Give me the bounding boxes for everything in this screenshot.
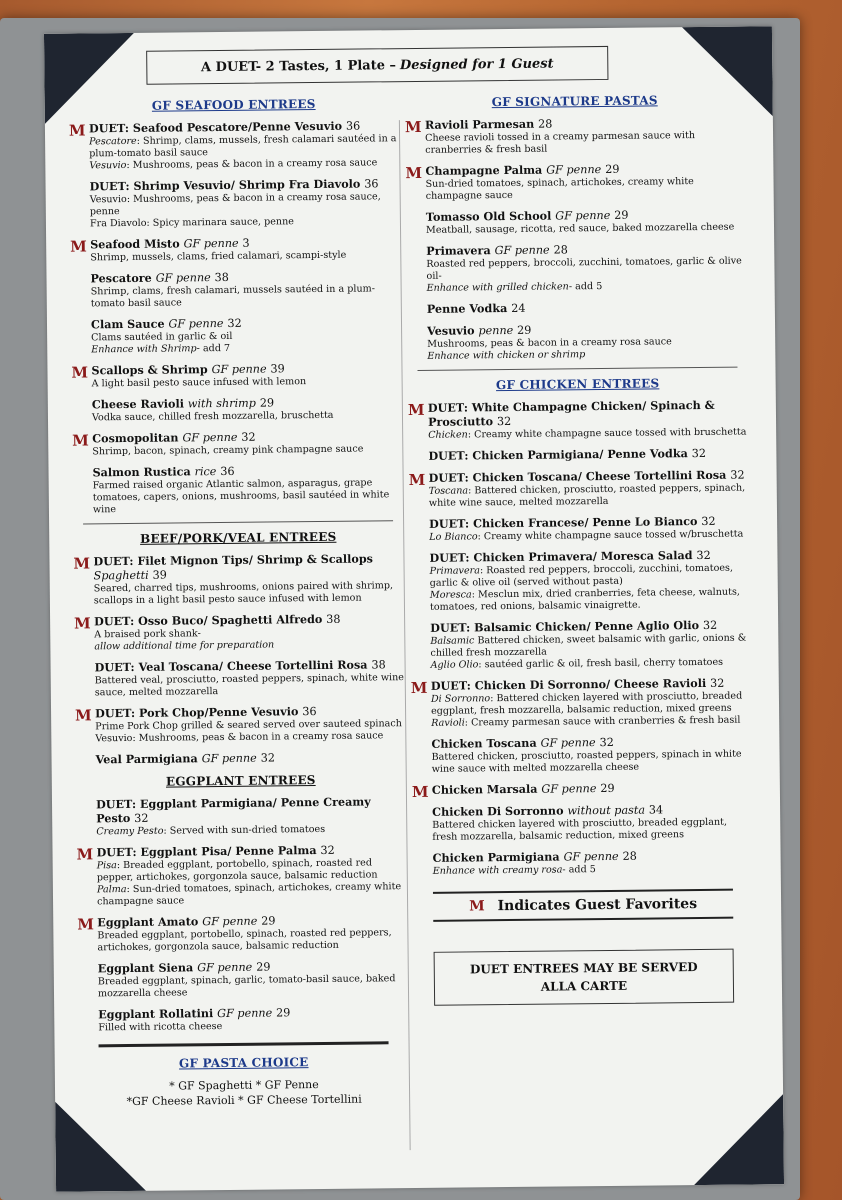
item-description: [430, 562, 750, 589]
item-description: [430, 632, 750, 659]
menu-item: [72, 428, 402, 458]
menu-item: [71, 314, 401, 356]
item-name: DUET: Balsamic Chicken/ Penne Aglio Olio: [430, 618, 700, 635]
item-price: 36: [345, 119, 361, 133]
item-name: Cheese Ravioli: [91, 396, 185, 412]
item-description: [428, 426, 748, 441]
menu-item: [411, 675, 752, 730]
section-rule: [83, 520, 393, 524]
item-description-text: A light basil pesto sauce infused with lemon: [91, 376, 307, 390]
item-description-label: Toscana: [428, 485, 469, 497]
item-note: GF penne: [555, 208, 611, 223]
item-description: [429, 528, 749, 543]
item-description-text: Roasted red peppers, broccoli, zucchini, tomatoes, garlic & olive oil-: [426, 255, 742, 282]
menu-item: [409, 467, 749, 510]
item-description-text: : sautéed garlic & oil, fresh basil, cherry tomatoes: [478, 656, 724, 671]
section-rule-thick: [99, 1041, 389, 1047]
item-note: GF penne: [541, 782, 597, 796]
item-description-label: Moresca: [429, 589, 472, 601]
menu-item: [412, 801, 752, 844]
menu-header-title: A DUET- 2 Tastes, 1 Plate –: [200, 57, 397, 75]
item-description-label: Di Sorronno: [430, 693, 491, 705]
item-name: Clam Sauce: [90, 316, 165, 332]
menu-item: [73, 551, 404, 607]
duet-note-line: ALLA CARTE: [540, 978, 628, 994]
item-description: [98, 973, 408, 1000]
item-price: 29: [517, 323, 532, 337]
menu-item: [74, 611, 404, 653]
item-description: [432, 816, 752, 843]
item-name: DUET: Chicken Primavera/ Moresca Salad: [429, 548, 693, 565]
item-description-text: Shrimp, bacon, spinach, creamy pink champagne sauce: [92, 443, 364, 458]
item-description-text: - add 5: [562, 864, 596, 876]
item-name: Eggplant Rollatini: [98, 1006, 214, 1022]
item-description: [431, 748, 751, 775]
item-description-label: Enhance with Shrimp: [91, 343, 197, 356]
item-description: [90, 215, 400, 230]
beef-list: [73, 551, 405, 767]
item-description-label: allow additional time for preparation: [94, 639, 275, 653]
item-description: [93, 477, 403, 516]
favorite-marker-icon: M: [70, 237, 85, 256]
menu-item: [75, 657, 405, 699]
item-name-line: [432, 779, 752, 797]
item-description-text: Battered veal, prosciutto, roasted peppers, spinach, white wine sauce, melted mozzarella: [94, 672, 404, 699]
item-price: 3: [242, 236, 250, 250]
favorite-marker-icon: M: [72, 431, 87, 450]
favorite-marker-icon: M: [76, 845, 92, 864]
item-note: GF penne: [494, 243, 550, 258]
favorite-marker-icon: M: [73, 554, 89, 573]
item-description: [430, 586, 750, 613]
item-description: [427, 347, 747, 362]
favorite-marker-icon: M: [411, 782, 427, 802]
item-name: DUET: Chicken Toscana/ Cheese Tortellini Rosa: [428, 467, 727, 485]
item-description: [89, 157, 399, 172]
chicken-list: [408, 397, 753, 878]
menu-item: [69, 118, 400, 172]
item-description-label: Balsamic: [430, 635, 475, 647]
menu-item: [411, 779, 752, 802]
menu-item: [75, 749, 405, 767]
item-price: 38: [371, 658, 386, 672]
favorite-marker-icon: M: [407, 400, 423, 420]
item-price: 24: [511, 301, 526, 315]
item-description-text: Mushrooms, peas & bacon in a creamy rosa sauce: [427, 336, 672, 350]
item-description-label: Lo Bianco: [429, 531, 478, 543]
favorite-marker-icon: M: [404, 117, 420, 137]
section-title-pasta-choice: GF PASTA CHOICE: [178, 1055, 309, 1071]
menu-item: [407, 298, 747, 317]
item-price: 39: [270, 362, 285, 376]
item-description: [96, 823, 406, 838]
item-name: DUET: Osso Buco/ Spaghetti Alfredo: [94, 611, 323, 629]
item-note: GF penne: [182, 430, 238, 445]
item-price: 32: [730, 468, 745, 482]
item-name: Chicken Parmigiana: [432, 849, 560, 865]
item-name: Seafood Misto: [90, 236, 180, 252]
item-name-line: [96, 794, 406, 826]
left-column: [69, 88, 410, 1109]
item-price: 28: [553, 243, 568, 257]
item-price: 28: [538, 117, 553, 131]
item-description: [431, 690, 751, 717]
item-note: GF penne: [197, 960, 253, 975]
item-description-text: : Creamy white champagne sauce tossed with bruschetta: [467, 426, 747, 441]
item-price: 28: [622, 849, 637, 863]
duet-note-box: [434, 949, 735, 1006]
item-description: [98, 1019, 408, 1034]
item-description-text: Shrimp, mussels, clams, fried calamari, scampi-style: [90, 249, 347, 264]
favorite-marker-icon: M: [408, 470, 424, 490]
item-description-label: Chicken: [428, 429, 468, 441]
menu-header: [146, 46, 608, 85]
menu-item: [406, 241, 747, 296]
item-name: DUET: Pork Chop/Penne Vesuvio: [95, 704, 299, 721]
menu-item: [72, 394, 402, 424]
menu-page: [44, 26, 784, 1192]
item-note: GF penne: [201, 751, 257, 766]
item-description-text: : Creamy white champagne sauce tossed w/bruschetta: [477, 528, 744, 543]
item-name: Penne Vodka: [426, 301, 508, 316]
item-price: 29: [600, 781, 615, 796]
item-name: DUET: Filet Mignon Tips/ Shrimp & Scallops: [93, 551, 373, 569]
section-title-beef: BEEF/PORK/VEAL ENTREES: [139, 529, 337, 546]
item-name-line: [93, 551, 403, 583]
item-description: [92, 409, 402, 424]
favorite-marker-icon: M: [68, 121, 84, 140]
item-description: [95, 672, 405, 699]
item-description-text: Sun-dried tomatoes, spinach, artichokes, creamy white champagne sauce: [425, 176, 694, 202]
item-name: Chicken Di Sorronno: [432, 803, 564, 819]
item-description-text: : Battered chicken layered with prosciutto, breaded eggplant, fresh mozzarella, balsamic reduction, mixed greens: [431, 690, 743, 717]
item-description: [97, 927, 407, 954]
item-price: 32: [241, 430, 256, 444]
item-description: [94, 580, 404, 607]
menu-item: [75, 703, 405, 745]
pasta-choice-list: [79, 1076, 409, 1109]
item-description-text: : Breaded eggplant, portobello, spinach, roasted red pepper, artichokes, gorgonzola sauce, balsamic reduction: [96, 857, 378, 884]
item-name: DUET: Eggplant Parmigiana/ Penne Creamy Pesto: [95, 794, 371, 826]
item-description-text: Cheese ravioli tossed in a creamy parmesan sauce with cranberries & fresh basil: [425, 130, 696, 156]
item-description-text: Meatball, sausage, ricotta, red sauce, baked mozzarella cheese: [425, 221, 735, 236]
item-price: 29: [259, 396, 275, 410]
pasta-choice-line: * GF Spaghetti * GF Penne: [169, 1078, 319, 1093]
item-note: without pasta: [567, 803, 646, 818]
item-price: 38: [326, 612, 341, 626]
item-price: 29: [614, 208, 629, 222]
section-rule: [417, 367, 737, 371]
menu-item: [72, 462, 403, 516]
item-description-text: : Mesclun mix, dried cranberries, feta cheese, walnuts, tomatoes, red onions, balsamic vinaigrette.: [429, 586, 740, 613]
item-price: 29: [261, 914, 276, 928]
item-name: Salmon Rustica: [92, 464, 191, 480]
item-note: GF penne: [563, 849, 619, 864]
menu-item: [76, 842, 407, 908]
item-description-text: Seared, charred tips, mushrooms, onions paired with shrimp, scallops in a light basil pesto sauce infused with lemon: [93, 580, 394, 607]
menu-item: [70, 268, 400, 310]
item-description-text: : Served with sun-dried tomatoes: [163, 823, 326, 837]
item-name: Vesuvio: [427, 323, 475, 338]
item-description: [429, 482, 749, 509]
item-description-text: : Mushrooms, peas & bacon in a creamy rosa sauce: [126, 157, 378, 171]
menu-cover: [0, 18, 800, 1200]
item-description: [97, 881, 407, 908]
item-note: GF penne: [155, 271, 211, 285]
item-note: with shrimp: [187, 396, 256, 411]
item-description-label: Pescatore: [89, 135, 137, 148]
menu-item: [78, 958, 408, 1000]
item-description-text: Battered chicken, sweet balsamic with garlic, onions & chilled fresh mozzarella: [430, 632, 747, 659]
menu-item: [78, 1004, 408, 1034]
item-description: [92, 375, 402, 390]
item-name: Champagne Palma: [425, 162, 543, 178]
item-description: [95, 730, 405, 745]
favorites-legend: [433, 889, 733, 922]
item-description-text: Vodka sauce, chilled fresh mozzarella, bruschetta: [91, 409, 334, 424]
menu-item: [77, 912, 407, 954]
item-description-label: Aglio Olio: [430, 659, 479, 671]
item-note: Spaghetti: [93, 568, 149, 583]
item-note: GF penne: [540, 736, 596, 750]
item-name: DUET: Chicken Francese/ Penne Lo Bianco: [429, 514, 698, 531]
item-note: GF penne: [211, 362, 267, 377]
item-note: GF penne: [546, 163, 602, 177]
item-price: 29: [605, 162, 620, 176]
item-description-text: Fra Diavolo: Spicy marinara sauce, penne: [89, 216, 294, 230]
item-price: 39: [152, 568, 167, 582]
item-description: [90, 249, 400, 264]
section-title-eggplant: EGGPLANT ENTREES: [165, 773, 316, 789]
item-description-text: Prime Pork Chop grilled & seared served over sauteed spinach: [95, 718, 402, 733]
item-description-text: - add 7: [196, 342, 231, 355]
item-description-label: Ravioli: [431, 717, 465, 729]
item-price: 32: [599, 735, 614, 750]
item-name: Primavera: [426, 243, 491, 258]
item-description: [92, 443, 402, 458]
item-name: Scallops & Shrimp: [91, 362, 208, 378]
item-description-text: Filled with ricotta cheese: [98, 1021, 223, 1034]
item-price: 36: [302, 705, 317, 719]
item-price: 32: [691, 446, 707, 461]
item-note: GF penne: [202, 914, 258, 929]
section-title-chicken: GF CHICKEN ENTREES: [495, 376, 660, 393]
section-title-pastas: GF SIGNATURE PASTAS: [491, 93, 658, 110]
item-price: 32: [710, 676, 725, 690]
duet-note-line: DUET ENTREES MAY BE SERVED: [469, 960, 698, 977]
item-price: 36: [364, 177, 379, 191]
item-price: 32: [701, 514, 716, 528]
item-description: [426, 256, 746, 283]
item-name: DUET: Chicken Parmigiana/ Penne Vodka: [428, 446, 688, 463]
item-price: 34: [648, 803, 664, 817]
menu-item: [409, 513, 749, 544]
item-description: [89, 133, 399, 160]
favorite-marker-icon: M: [405, 163, 421, 183]
menu-item: [410, 617, 751, 672]
item-description-text: : Sun-dried tomatoes, spinach, artichokes, creamy white champagne sauce: [96, 881, 402, 908]
item-name-line: [428, 397, 748, 429]
item-price: 32: [260, 751, 275, 765]
item-description-label: Enhance with chicken or shrimp: [427, 349, 586, 362]
item-name: Chicken Marsala: [431, 781, 538, 797]
menu-item: [411, 733, 751, 776]
item-description-label: Palma: [96, 884, 127, 896]
item-note: GF penne: [217, 1006, 273, 1021]
item-description-text: Vesuvio: Mushrooms, peas & bacon in a creamy rosa sauce, penne: [89, 191, 381, 218]
item-description-text: Shrimp, clams, fresh calamari, mussels sautéed in a plum-tomato basil sauce: [90, 283, 376, 310]
item-price: 32: [696, 548, 711, 563]
menu-item: [413, 847, 753, 878]
menu-item: [408, 397, 748, 442]
item-name-line: [428, 445, 748, 463]
menu-item: [409, 547, 750, 614]
item-description-label: Enhance with creamy rosa: [432, 864, 563, 877]
item-price: 32: [702, 618, 718, 632]
item-name-line: [427, 298, 747, 316]
item-price: 36: [220, 464, 235, 479]
favorite-marker-icon: M: [71, 363, 87, 382]
item-description: [426, 222, 746, 237]
favorites-legend-text: Indicates Guest Favorites: [497, 896, 698, 915]
item-description-text: : Battered chicken, prosciutto, roasted peppers, spinach, white wine sauce, melted mozzarella: [428, 482, 746, 509]
item-description: [433, 862, 753, 877]
item-name: Cosmopolitan: [92, 430, 179, 446]
menu-item: [405, 161, 745, 204]
item-price: 32: [227, 316, 242, 330]
item-description: [91, 341, 401, 356]
item-description-label: Creamy Pesto: [96, 825, 164, 838]
item-price: 29: [256, 960, 271, 974]
item-description-label: Primavera: [429, 565, 481, 577]
favorite-marker-icon: M: [410, 678, 426, 698]
menu-item: [408, 445, 748, 464]
corner-tab-bottom-right: [693, 1094, 784, 1185]
item-name: Eggplant Amato: [97, 914, 199, 930]
pasta-choice-line: *GF Cheese Ravioli * GF Cheese Tortellini: [126, 1092, 362, 1109]
corner-tab-bottom-left: [55, 1101, 146, 1192]
menu-item: [71, 360, 401, 390]
item-description-label: Pisa: [96, 860, 117, 872]
item-price: 38: [214, 270, 229, 285]
item-description: [97, 857, 407, 884]
menu-item: [70, 234, 400, 264]
item-description: [425, 130, 745, 157]
item-description-text: - add 5: [568, 281, 603, 293]
item-description-text: Battered chicken, prosciutto, roasted peppers, spinach in white wine sauce with melted mozzarella cheese: [431, 748, 742, 775]
menu-item: [405, 115, 745, 158]
item-name: DUET: Shrimp Vesuvio/ Shrimp Fra Diavolo: [89, 176, 361, 194]
item-name: Chicken Toscana: [431, 735, 537, 751]
item-description-text: : Roasted red peppers, broccoli, zucchini, tomatoes, garlic & olive oil (served without pasta): [429, 562, 734, 589]
item-name: DUET: Eggplant Pisa/ Penne Palma: [96, 843, 317, 860]
item-price: 32: [496, 414, 512, 429]
item-name: DUET: Seafood Pescatore/Penne Vesuvio: [88, 118, 343, 136]
item-description: [94, 638, 404, 653]
item-name: Ravioli Parmesan: [424, 116, 535, 132]
favorite-marker-icon: M: [77, 915, 92, 934]
seafood-list: [69, 118, 403, 516]
item-description: [431, 714, 751, 729]
item-price: 32: [320, 843, 335, 857]
item-description-text: Breaded eggplant, spinach, garlic, tomato-basil sauce, baked mozzarella cheese: [97, 973, 396, 1000]
item-note: GF penne: [183, 236, 239, 251]
item-price: 29: [276, 1006, 291, 1020]
item-description: [90, 191, 400, 218]
menu-header-subtitle: Designed for 1 Guest: [399, 56, 554, 73]
item-description-text: Breaded eggplant, portobello, spinach, roasted red peppers, artichokes, gorgonzola sauce, balsamic reduction: [97, 927, 392, 954]
item-name: Tomasso Old School: [425, 208, 552, 224]
item-note: penne: [478, 323, 514, 338]
item-name-line: [95, 749, 405, 767]
item-description: [431, 656, 751, 671]
item-name: Pescatore: [90, 270, 152, 286]
favorite-marker-icon: M: [74, 614, 89, 633]
menu-item: [406, 207, 746, 238]
item-description-label: Enhance with grilled chicken: [426, 281, 569, 294]
favorite-marker-icon: M: [75, 706, 90, 725]
item-description: [427, 279, 747, 294]
item-description-text: A braised pork shank-: [94, 628, 201, 641]
pastas-list: [405, 115, 748, 364]
item-name: Veal Parmigiana: [95, 751, 198, 767]
item-note: GF penne: [168, 316, 224, 331]
item-description: [425, 176, 745, 203]
item-description-label: Vesuvio: [89, 159, 127, 172]
eggplant-list: [76, 794, 408, 1034]
item-description: [91, 283, 401, 310]
item-price: 32: [134, 811, 149, 825]
menu-item: [69, 176, 400, 230]
item-description-text: : Creamy parmesan sauce with cranberries & fresh basil: [464, 714, 741, 729]
right-column: [405, 85, 755, 1007]
section-title-seafood: GF SEAFOOD ENTREES: [151, 97, 316, 113]
item-name: DUET: Chicken Di Sorronno/ Cheese Ravioli: [430, 675, 707, 693]
menu-item: [76, 794, 406, 838]
item-description-text: Farmed raised organic Atlantic salmon, asparagus, grape tomatoes, capers, onions, mushrooms, basil sautéed in white wine: [92, 477, 390, 516]
item-name: DUET: Veal Toscana/ Cheese Tortellini Rosa: [94, 657, 368, 675]
item-description-text: Vesuvio: Mushrooms, peas & bacon in a creamy rosa sauce: [95, 730, 384, 745]
menu-item: [407, 320, 747, 363]
item-note: rice: [194, 465, 217, 479]
item-description-text: : Shrimp, clams, mussels, fresh calamari sautéed in a plum-tomato basil sauce: [89, 133, 397, 160]
item-name: DUET: White Champagne Chicken/ Spinach & Prosciutto: [427, 397, 715, 429]
item-description-text: Battered chicken layered with prosciutto, breaded eggplant, fresh mozzarella, balsamic reduction, mixed greens: [432, 816, 728, 843]
item-name: Eggplant Siena: [97, 960, 194, 976]
favorite-marker-icon: M: [469, 898, 485, 915]
item-description-text: Clams sautéed in garlic & oil: [91, 330, 233, 344]
